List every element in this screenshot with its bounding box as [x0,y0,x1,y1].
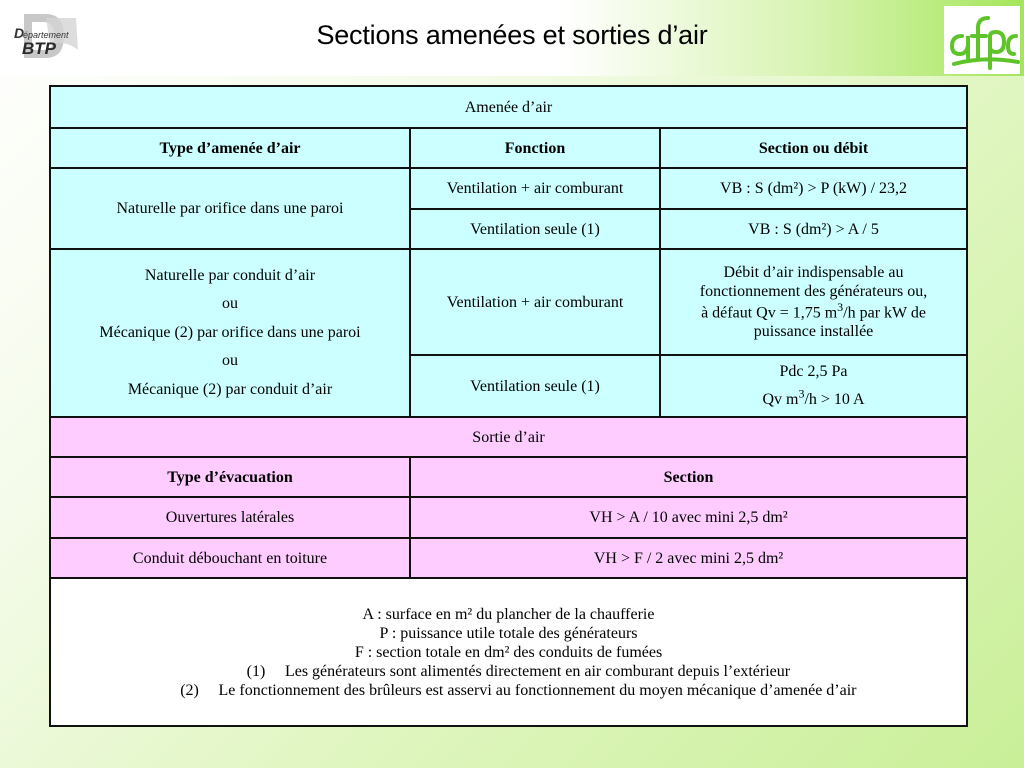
note-text: Les générateurs sont alimentés directement en air comburant depuis l’extérieur [284,662,791,680]
header-section-debit: Section ou débit [660,128,967,168]
header-type-amenee: Type d’amenée d’air [50,128,410,168]
evacuation-section-cell: VH > A / 10 avec mini 2,5 dm² [410,497,967,538]
note-line: A : surface en m² du plancher de la chaufferie [362,605,655,623]
notes-cell [50,578,967,726]
section-line: Pdc 2,5 Pa [779,363,848,380]
note-line: P : puissance utile totale des générateurs [379,624,638,642]
sortie-section-title: Sortie d’air [50,417,967,457]
type-naturelle-orifice: Naturelle par orifice dans une paroi [50,168,410,249]
section-cell: VB : S (dm²) > P (kW) / 23,2 [660,168,967,209]
section-line: fonctionnement des générateurs ou, [699,282,928,300]
section-line: à défaut Qv = 1,75 $m^3/h$ par kW de [701,299,926,322]
air-sections-table [49,85,968,727]
header-section: Section [410,457,967,497]
fonction-cell: Ventilation seule (1) [410,355,660,417]
note-number: (2) [180,681,199,699]
header-type-evacuation: Type d’évacuation [50,457,410,497]
note-text: Le fonctionnement des brûleurs est asservi au fonctionnement du moyen mécanique d’amenée d’air [218,681,857,699]
note-number: (1) [246,662,266,680]
fonction-cell: Ventilation + air comburant [410,249,660,355]
evacuation-type-cell: Conduit débouchant en toiture [50,538,410,578]
section-cell [660,249,967,355]
numbered-note [57,681,960,700]
fonction-cell: Ventilation seule (1) [410,209,660,249]
type-line: Mécanique (2) par conduit d’air [127,380,333,398]
svg-text:BTP: BTP [22,39,56,58]
type-line: ou [222,352,238,370]
section-cell [660,355,967,417]
svg-text:épartement: épartement [23,30,69,40]
evacuation-type-cell: Ouvertures latérales [50,497,410,538]
type-line: Naturelle par conduit d’air [144,266,316,284]
fonction-cell: Ventilation + air comburant [410,168,660,209]
numbered-note [57,662,960,681]
evacuation-section-cell: VH > F / 2 avec mini 2,5 dm² [410,538,967,578]
type-line: Mécanique (2) par orifice dans une paroi [99,323,361,341]
page-title: Sections amenées et sorties d’air [316,20,708,50]
amenee-section-title: Amenée d’air [50,86,967,128]
type-line: ou [222,295,238,313]
section-line: puissance installée [753,323,874,341]
svg-text:D: D [14,25,25,41]
section-cell: VB : S (dm²) > A / 5 [660,209,967,249]
section-line: Débit d’air indispensable au [723,263,904,281]
type-conduit-mecanique [50,249,410,417]
note-line: F : section totale en dm² des conduits de fumées [354,643,663,661]
header-fonction: Fonction [410,128,660,168]
section-line: Qv $m^3/h > 10$ A [762,386,865,408]
